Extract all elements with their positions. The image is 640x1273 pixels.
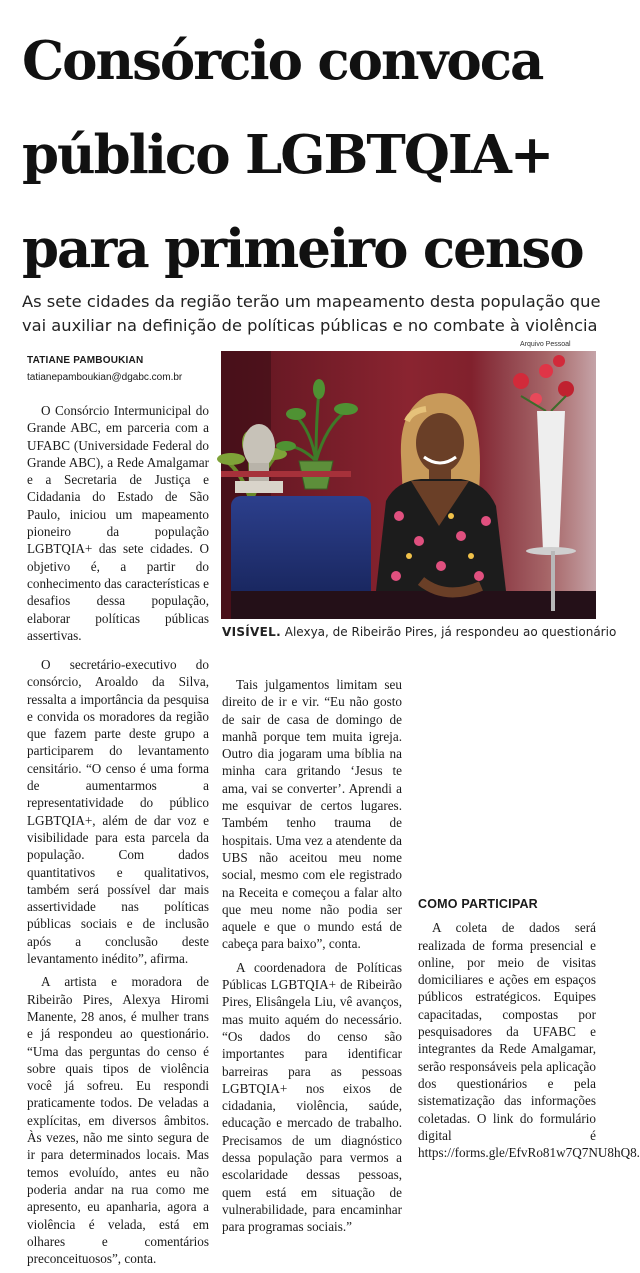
article-column-3 xyxy=(418,896,640,1167)
byline-email: tatianepamboukian@dgabc.com.br xyxy=(27,372,183,383)
body-paragraph: A coordenadora de Políticas Públicas LGBTQIA+ de Ribeirão Pires, Elisângela Liu, vê avanços, mas muito aquém do necessário. “Os dados do censo são importantes para identificar barreiras para as pessoas LGBTQIA+ nos eixos de cidadania, violência, saúde, educação e mercado de trabalho. Precisamos de um diagnóstico dessa população para vermos a escolaridade dessas pessoas, quem está em situação de vulnerabilidade, para encaminhar para programas sociais.” xyxy=(222,959,402,1235)
headline-line: para primeiro censo xyxy=(22,218,583,280)
section-heading: COMO PARTICIPAR xyxy=(418,897,538,911)
photo-illustration xyxy=(221,351,596,619)
body-paragraph: Tais julgamentos limitam seu direito de ir e vir. “Eu não gosto de sair de casa de domingo de manhã porque tem muita igreja. Outro dia jogaram uma bíblia na minha cara gritando ‘Jesus te ama, vai se converter’. Aprendi a me esquivar de certos lugares. Também tenho trauma de hospitais. Uma vez a atendente da UBS não aceitou meu nome social, mesmo com ele registrado na Receita e começou a falar alto que meu nome não podia ser aquele e que o mundo está de cabeça para baixo”, conta. xyxy=(222,677,402,952)
body-paragraph: A coleta de dados será realizada de forma presencial e online, por meio de visitas domiciliares e ações em espaços públicos estratégicos. Equipes capacitadas, compostas por pesquisadores da UFABC e integrantes da Rede Amalgamar, serão responsáveis pela aplicação dos questionários e pela sistematização das informações coletadas. O link do formulário digital é https://forms.gle/EfvRo81w7Q7NU8hQ8. xyxy=(418,920,640,1161)
headline xyxy=(22,14,592,296)
article-photo xyxy=(221,351,596,619)
standfirst xyxy=(22,290,601,338)
body-paragraph: O secretário-executivo do consórcio, Aroaldo da Silva, ressalta a importância da pesquisa e convida os moradores da região que fazem parte deste grupo a participarem do levantamento censitário. “O censo é uma forma de aumentarmos a representatividade do público LGBTQIA+, além de dar voz e visibilidade para esta parcela da população. Com dados quantitativos e qualitativos, também será possível dar mais assertividade nas políticas públicas sociais e de inclusão após a conclusão deste levantamento inédito”, afirma. xyxy=(27,657,209,967)
headline-line: Consórcio convoca xyxy=(22,30,543,92)
sofa xyxy=(231,496,371,606)
caption-keyword: VISÍVEL. xyxy=(222,625,281,639)
body-paragraph: A artista e moradora de Ribeirão Pires, Alexya Hiromi Manente, 28 anos, é mulher trans e já respondeu ao questionário. “Uma das perguntas do censo é sobre quais tipos de violência você já sofreu. Eu respondi praticamente todos. De veladas a explícitas, em diversos âmbitos. Às vezes, não me sinto segura de ir para determinados locais. Mas temos evoluído, antes eu não poderia andar na rua como me apresento, eu apanharia, agora a violência é velada, está em olhares e comentários preconceituosos”, conta. xyxy=(27,974,209,1267)
article-column-1 xyxy=(27,402,209,650)
byline-author: TATIANE PAMBOUKIAN xyxy=(27,355,144,366)
article-column-1-continued xyxy=(27,656,209,1273)
photo-credit: Arquivo Pessoal xyxy=(520,341,571,348)
photo-caption xyxy=(222,625,617,639)
standfirst-line: vai auxiliar na definição de políticas públicas e no combate à violência xyxy=(22,316,598,335)
headline-line: público LGBTQIA+ xyxy=(22,124,553,186)
article-column-2 xyxy=(222,676,402,1242)
caption-text: Alexya, de Ribeirão Pires, já respondeu ao questionário xyxy=(280,625,617,639)
standfirst-line: As sete cidades da região terão um mapeamento desta população que xyxy=(22,292,601,311)
body-paragraph: O Consórcio Intermunicipal do Grande ABC, em parceria com a UFABC (Universidade Federal do Grande ABC), a Rede Amalgamar e a Secretaria de Justiça e Cidadania do Estado de São Paulo, iniciou um mapeamento pioneiro da população LGBTQIA+ das sete cidades. O objetivo é, a partir do conhecimento das características e desafios dessa população, elaborar políticas públicas assertivas. xyxy=(27,403,209,643)
